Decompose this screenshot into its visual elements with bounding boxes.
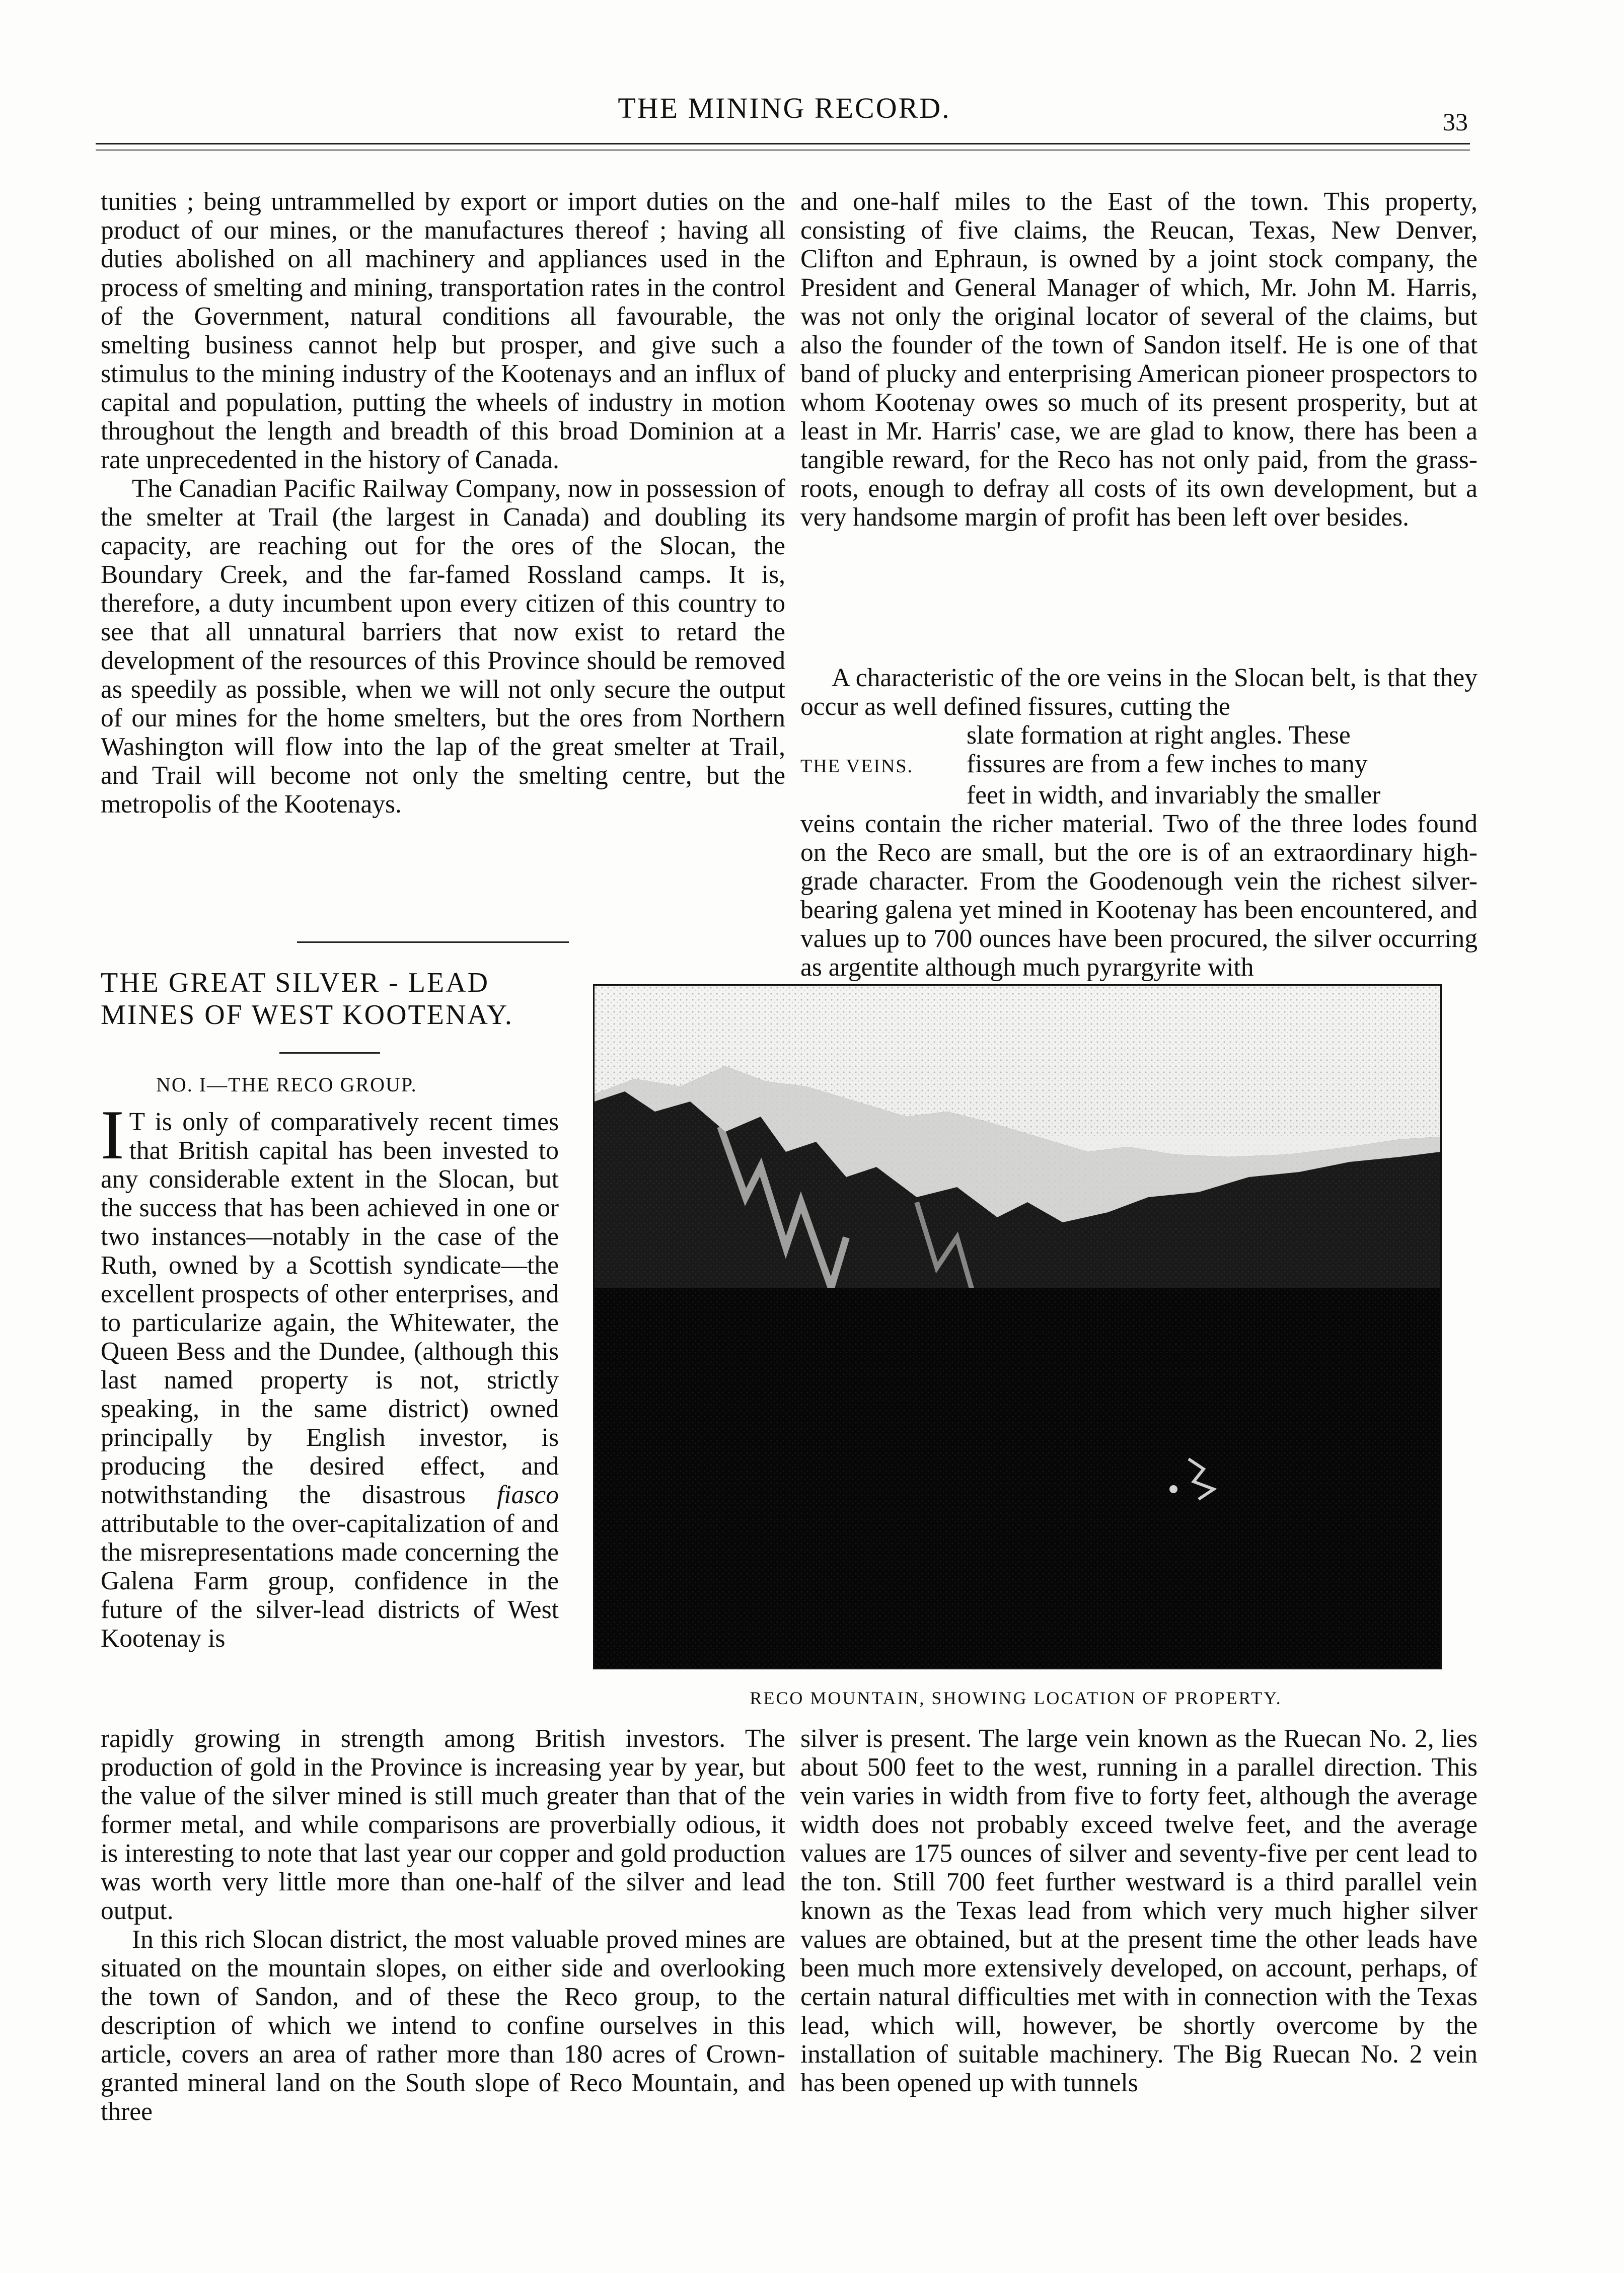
article-opening-paragraph [101, 1108, 559, 1653]
opening-text: T is only of comparatively recent times that British capital has been invested to any considerable extent in the Slocan, but the success that has been achieved in one or two instances—notably in the case of the Ruth, owned by a Scottish syndicate—the excellent prospects of other enterprises, and to particularize again, the Whitewater, the Queen Bess and the Dundee, (although this last named property is not, strictly speaking, in the same district) owned principally by English investor, is producing the desired effect, and notwithstanding the disastrous [101, 1108, 559, 1509]
intro-paragraph-1: tunities ; being untrammelled by export or import duties on the product of our mines, or the manufactures thereof ; having all duties abolished on all machinery and appliances used in the process of smelting and mining, transportation rates in the control of the Government, natural conditions all favourable, the smelting business cannot help but prosper, and give such a stimulus to the mining industry of the Kootenays and an influx of capital and population, putting the wheels of industry in motion throughout the length and breadth of this broad Dominion at a rate unprecedented in the history of Canada. [101, 187, 785, 474]
intro-paragraph-2: The Canadian Pacific Railway Company, now in possession of the smelter at Trail (the largest in Canada) and doubling its capacity, are reaching out for the ores of the Slocan, the Boundary Creek, and the far-famed Rossland camps. It is, therefore, a duty incumbent upon every citizen of this country to see that all unnatural barriers that now exist to retard the development of the resources of this Province should be removed as speedily as possible, when we will not only secure the output of our mines for the home smelters, but the ores from Northern Washington will flow into the lap of the great smelter at Trail, and Trail will become not only the smelting centre, but the metropolis of the Kootenays. [101, 474, 785, 819]
article-paragraph-left-1: rapidly growing in strength among British investors. The production of gold in the Province is increasing year by year, but the value of the silver mined is still much greater than that of the former metal, and while comparisons are proverbially odious, it is interesting to note that last year our copper and gold production was worth very little more than one-half of the silver and lead output. [101, 1724, 785, 1925]
veins-sidenote: THE VEINS. [800, 756, 914, 777]
intro-column-right [800, 187, 1478, 630]
article-paragraph-left-2: In this rich Slocan district, the most valuable proved mines are situated on the mountain slopes, on either side and overlooking the town of Sandon, and of these the Reco group, to the description of which we intend to confine ourselves in this article, covers an area of rather more than 180 acres of Crown-granted mineral land on the South slope of Reco Mountain, and three [101, 1925, 785, 2126]
article-title-line-2: MINES OF WEST KOOTENAY. [101, 999, 513, 1031]
running-head: THE MINING RECORD. [618, 92, 951, 124]
veins-line-3: fissures are from a few inches to many [967, 750, 1368, 778]
photo-grain [595, 986, 1440, 1668]
article-title-line-1: THE GREAT SILVER - LEAD [101, 967, 490, 998]
opening-text-cont: attributable to the over-capitalization of and the misrepresentations made concerning the Galena Farm group, confidence in the future of the silver-lead districts of West Kootenay is [101, 1509, 559, 1653]
mountain-illustration [595, 986, 1440, 1668]
veins-section [800, 664, 1478, 982]
veins-line-3-row [800, 750, 1478, 781]
intro-right-paragraph: and one-half miles to the East of the town. This property, consisting of five claims, the Reucan, Texas, New Denver, Clifton and Ephraun, is owned by a joint stock company, the President and General Manager of which, Mr. John M. Harris, was not only the original locator of several of the claims, but also the founder of the town of Sandon itself. He is one of that band of plucky and enterprising American pioneer prospectors to whom Kootenay owes so much of its present prosperity, but at least in Mr. Harris' case, we are glad to know, there has been a tangible reward, for the Reco has not only paid, from the grass-roots, enough to defray all costs of its own development, but a very handsome margin of profit has been left over besides. [800, 187, 1478, 532]
article-opening [101, 1108, 559, 1722]
page-number: 33 [1443, 108, 1468, 136]
reco-mountain-photo [593, 984, 1442, 1669]
intro-column-left [101, 187, 785, 917]
drop-cap: I [101, 1108, 124, 1174]
header-rule [96, 143, 1470, 151]
veins-rest: veins contain the richer material. Two of the three lodes found on the Reco are small, but the ore is of an extraordinary high-grade character. From the Goodenough vein the richest silver-bearing galena yet mined in Kootenay has been encountered, and values up to 700 ounces have been procured, the silver occurring as argentite although much pyrargyrite with [800, 810, 1478, 982]
figure-caption: RECO MOUNTAIN, SHOWING LOCATION OF PROPERTY. [750, 1688, 1282, 1708]
article-paragraph-right: silver is present. The large vein known as the Ruecan No. 2, lies about 500 feet to the west, running in a parallel direction. This vein varies in width from five to forty feet, although the average width does not probably exceed twelve feet, and the average values are 175 ounces of silver and seventy-five per cent lead to the ton. Still 700 feet further westward is a third parallel vein known as the Texas lead from which very much higher silver values are obtained, but at the present time the other leads have been much more extensively developed, on account, perhaps, of certain natural difficulties met with in connection with the Texas lead, which will, however, be shortly overcome by the installation of suitable machinery. The Big Ruecan No. 2 vein has been opened up with tunnels [800, 1724, 1478, 2097]
veins-line-2: slate formation at right angles. These [967, 721, 1351, 750]
section-divider [297, 941, 569, 943]
title-rule [279, 1052, 380, 1054]
article-subhead: NO. I—THE RECO GROUP. [156, 1073, 417, 1096]
article-title [101, 967, 554, 1031]
veins-line-1: A characteristic of the ore veins in the Slocan belt, is that they occur as well defined fissures, cutting the [800, 664, 1478, 721]
veins-line-4: feet in width, and invariably the smaller [967, 781, 1381, 810]
article-column-right-bottom [800, 1724, 1478, 2208]
fiasco-italic: fiasco [496, 1481, 559, 1509]
article-column-left-bottom [101, 1724, 785, 2208]
